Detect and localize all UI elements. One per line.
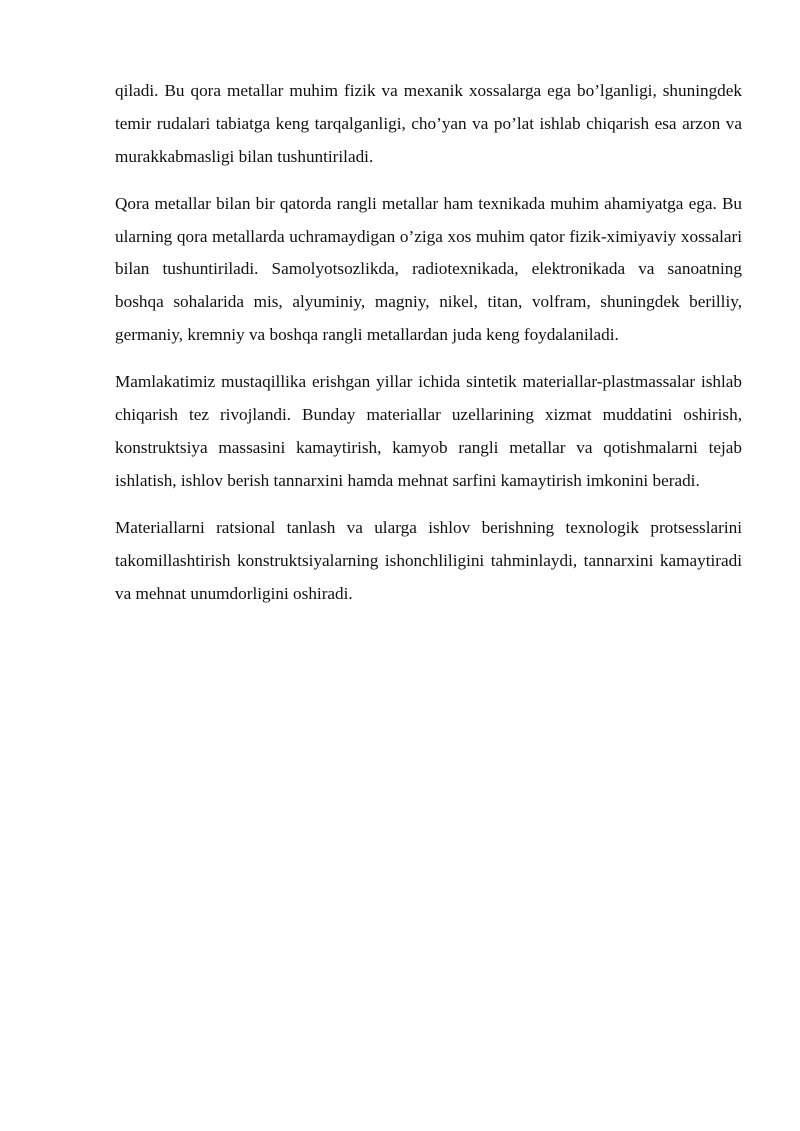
paragraph-1: qiladi. Bu qora metallar muhim fizik va mexanik xossalarga ega bo’lganligi, shuningdek temir rudalari tabiatga keng tarqalganligi, cho’yan va po’lat ishlab chiqarish esa arzon va murakkabmasligi bilan tushuntiriladi. xyxy=(115,81,742,166)
paragraph-2: Qora metallar bilan bir qatorda rangli metallar ham texnikada muhim ahamiyatga ega. Bu ularning qora metallarda uchramaydigan o’ziga xos muhim qator fizik-ximiyaviy xossalari bilan tushuntiriladi. Samolyotsozlikda, radiotexnikada, elektronikada va sanoatning boshqa sohalarida mis, alyuminiy, magniy, nikel, titan, volfram, shuningdek berilliy, germaniy, kremniy va boshqa rangli metallardan juda keng foydalaniladi. xyxy=(115,193,742,345)
paragraph-4: Materiallarni ratsional tanlash va ularga ishlov berishning texnologik protsesslarini takomillashtirish konstruktsiyalarning ishonchliligini tahminlaydi, tannarxini kamaytiradi va mehnat unumdorligini oshiradi. xyxy=(115,518,742,603)
body-text xyxy=(115,75,742,625)
paragraph-3: Mamlakatimiz mustaqillika erishgan yillar ichida sintetik materiallar-plastmassalar ishlab chiqarish tez rivojlandi. Bunday materiallar uzellarining xizmat muddatini oshirish, konstruktsiya massasini kamaytirish, kamyob rangli metallar va qotishmalarni tejab ishlatish, ishlov berish tannarxini hamda mehnat sarfini kamaytirish imkonini beradi. xyxy=(115,372,742,490)
